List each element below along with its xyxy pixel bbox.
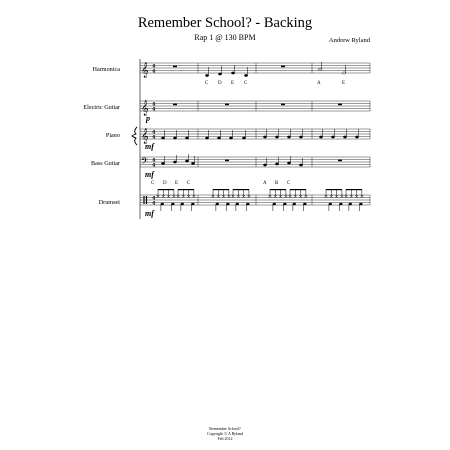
- drum-note: [246, 203, 249, 205]
- electric-guitar-rests: [173, 104, 342, 106]
- page-title: Remember School? - Backing: [137, 15, 313, 31]
- drum-note: [329, 203, 332, 205]
- bass-chords: [151, 181, 291, 186]
- svg-text:4: 4: [152, 134, 156, 141]
- chord-label: E: [231, 81, 235, 86]
- drum-beam: [213, 189, 229, 190]
- drum-note: [171, 203, 174, 205]
- drum-note: [283, 203, 286, 205]
- drum-beam: [346, 189, 362, 190]
- chord-label: B: [275, 181, 279, 186]
- whole-rest: [338, 160, 342, 162]
- chord-label: E: [342, 81, 346, 86]
- svg-text:4: 4: [152, 106, 156, 113]
- bass-clef-bass-guitar: 𝄢: [141, 156, 149, 169]
- drum-note: [339, 203, 342, 205]
- chord-label: A: [317, 81, 321, 86]
- drum-note: [303, 203, 306, 205]
- footer-title: Remember School?: [209, 426, 241, 431]
- chord-label: E: [175, 181, 179, 186]
- dynamic-bass-guitar: mf: [145, 170, 154, 179]
- chord-label: A: [263, 181, 267, 186]
- chord-label: C: [151, 181, 155, 186]
- chord-label: C: [187, 181, 191, 186]
- instrument-label-harmonica: Harmonica: [92, 66, 120, 73]
- drum-note: [226, 203, 229, 205]
- instrument-label-electric-guitar: Electric Guitar: [83, 104, 120, 111]
- staff-harmonica: [140, 63, 370, 73]
- drum-note: [161, 203, 164, 205]
- whole-rest: [173, 66, 177, 68]
- drum-beam: [178, 189, 194, 190]
- instrument-label-piano: Piano: [105, 132, 120, 139]
- footer-copyright: Copyright © A Ryland: [206, 431, 244, 436]
- drum-beam: [233, 189, 249, 190]
- svg-text:4: 4: [152, 162, 156, 169]
- footer-date: Feb 2012: [217, 436, 233, 441]
- drum-note: [191, 203, 194, 205]
- drum-note: [359, 203, 362, 205]
- treble-clef-piano: 𝄞: [141, 129, 149, 144]
- drum-note: [181, 203, 184, 205]
- drum-beam: [326, 189, 342, 190]
- drum-beam: [158, 189, 174, 190]
- dynamic-drumset: mf: [145, 209, 154, 218]
- page-subtitle: Rap 1 @ 130 BPM: [194, 33, 256, 42]
- svg-text:4: 4: [152, 129, 156, 136]
- svg-text:4: 4: [152, 195, 156, 202]
- drum-note: [349, 203, 352, 205]
- drum-note: [236, 203, 239, 205]
- drum-beam: [270, 189, 286, 190]
- whole-rest: [225, 160, 229, 162]
- instrument-label-bass-guitar: Bass Guitar: [90, 160, 120, 167]
- svg-text:4: 4: [152, 101, 156, 108]
- dynamic-electric-guitar: p: [146, 114, 150, 123]
- treble-clef-electric-guitar: 𝄞: [141, 101, 149, 116]
- harmonica-notes: [173, 62, 346, 77]
- drum-note: [273, 203, 276, 205]
- drum-beam: [290, 189, 306, 190]
- composer-name: Andrew Ryland: [328, 37, 370, 44]
- drum-note: [293, 203, 296, 205]
- svg-text:4: 4: [152, 200, 156, 207]
- svg-text:4: 4: [152, 68, 156, 75]
- chord-label: C: [287, 181, 291, 186]
- treble-clef-harmonica: 𝄞: [141, 63, 149, 78]
- drum-note: [216, 203, 219, 205]
- dynamic-piano: mf: [145, 142, 154, 151]
- instrument-label-drumset: Drumset: [98, 199, 120, 206]
- chord-label: D: [218, 81, 222, 86]
- chord-label: C: [205, 81, 209, 86]
- svg-text:4: 4: [152, 63, 156, 70]
- chord-label: C: [244, 81, 248, 86]
- whole-rest: [281, 66, 285, 68]
- harmonica-chords: [205, 81, 345, 86]
- staff-electric-guitar: [140, 101, 370, 111]
- svg-text:4: 4: [152, 157, 156, 164]
- chord-label: D: [163, 181, 167, 186]
- piano-brace: [132, 127, 137, 145]
- bass-notes: [161, 154, 342, 166]
